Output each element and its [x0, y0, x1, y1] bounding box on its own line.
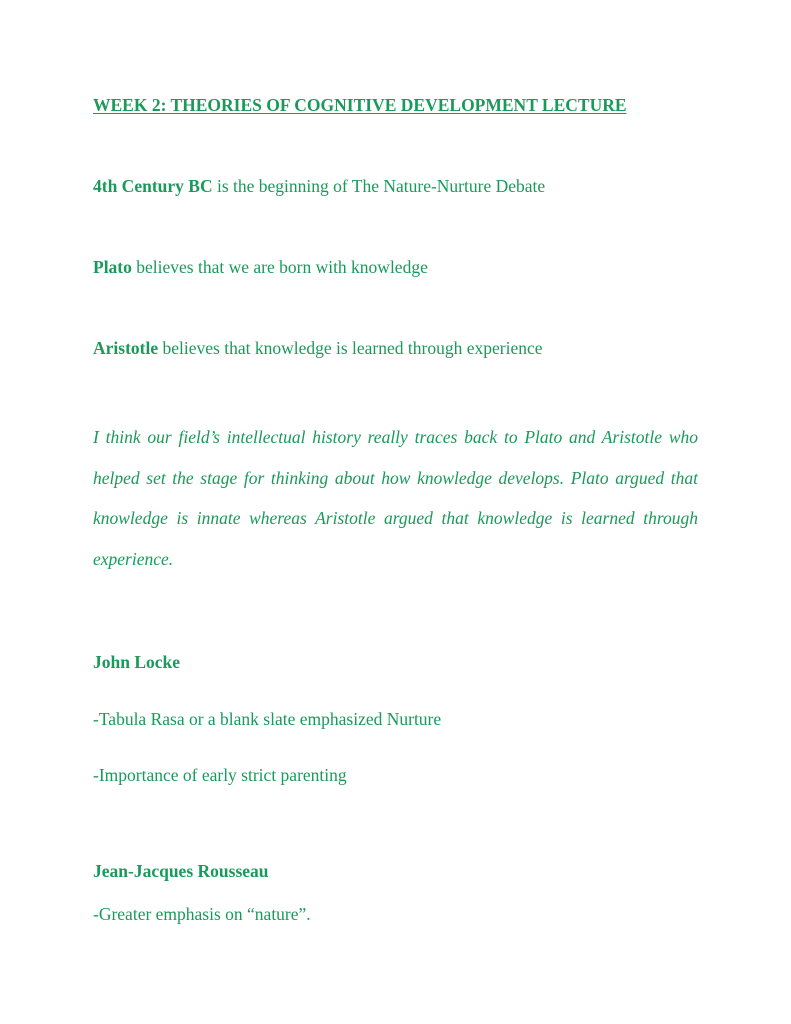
line-text: believes that knowledge is learned through experience	[158, 338, 543, 358]
list-item: -Tabula Rasa or a blank slate emphasized Nurture	[93, 709, 442, 729]
term-4th-century-bc: 4th Century BC	[93, 176, 213, 196]
list-item: -Importance of early strict parenting	[93, 765, 347, 785]
heading-rousseau: Jean-Jacques Rousseau	[93, 861, 269, 881]
intro-line-plato	[93, 257, 428, 277]
heading-john-locke: John Locke	[93, 652, 181, 672]
term-aristotle: Aristotle	[93, 338, 159, 358]
term-plato: Plato	[93, 257, 132, 277]
intro-line-aristotle	[93, 338, 543, 358]
line-text: is the beginning of The Nature-Nurture Debate	[212, 176, 546, 196]
page-title: WEEK 2: THEORIES OF COGNITIVE DEVELOPMENT LECTURE	[93, 95, 627, 115]
intro-line-nature-nurture	[93, 176, 545, 196]
list-item: -Greater emphasis on “nature”.	[93, 904, 311, 924]
line-text: believes that we are born with knowledge	[131, 257, 428, 277]
reflection-paragraph: I think our field’s intellectual history really traces back to Plato and Aristotle who helped set the stage for thinking about how knowledge develops. Plato argued that knowledge is innate whereas Aristotle argued that knowledge is learned through experience.	[93, 427, 698, 569]
